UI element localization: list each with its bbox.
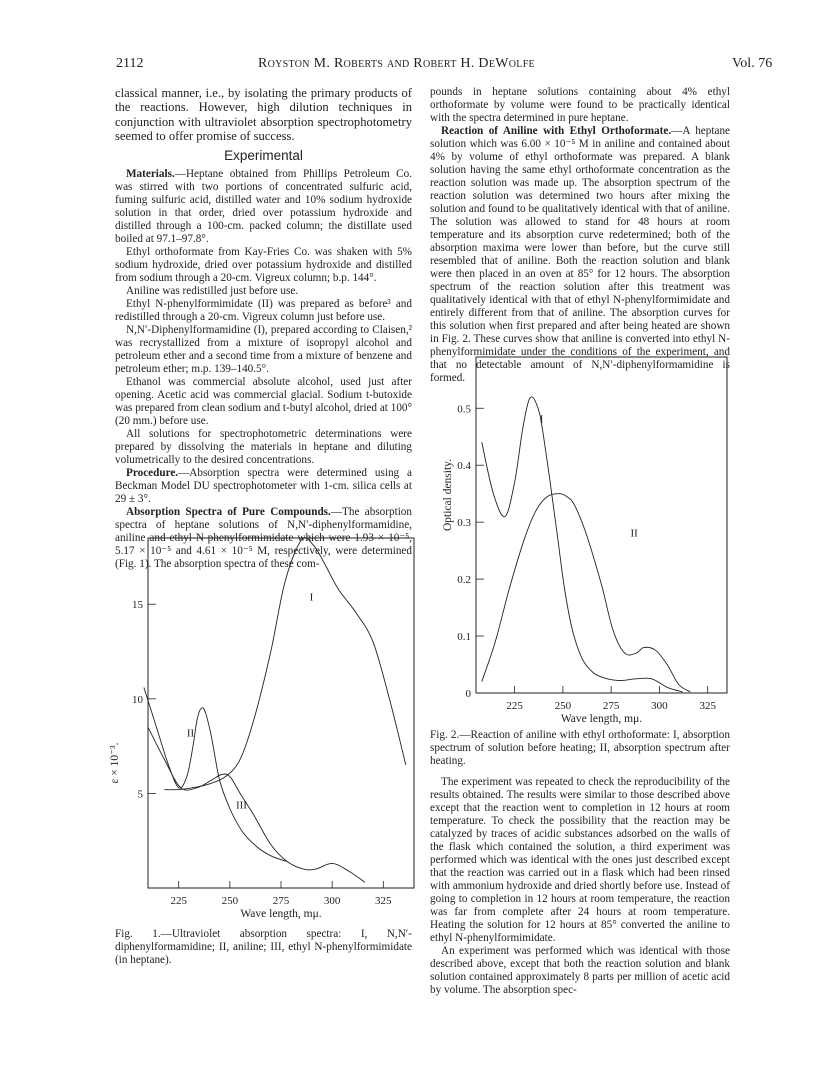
repeat-experiment-paragraph: The experiment was repeated to check the reproducibility of the results obtained. The results were similar to those described above except that the reaction went to completion in 12 hours at room temperature. To check the possibility that the reaction may be catalyzed by traces of acidic substances adsorbed on the walls of the flask which contained the solution, a third experiment was performed which was identical with the ones just described except that the reaction was carried out in a flask which had been rinsed with ammonium hydroxide and dried shortly before use. Instead of going to completion in 12 hours at room temperature, the reaction was far from complete after 24 hours at room temperature. Heating the solution for 12 hours at 85° converted the aniline to ethyl N-phenylformimidate. xyxy=(430,776,730,944)
right-column-text-bottom xyxy=(430,776,730,997)
figure-2-caption-label: Fig. 2. xyxy=(430,729,460,741)
fig2-series-line xyxy=(482,397,683,692)
reaction-text: —A heptane solution which was 6.00 × 10⁻⁵ M in aniline and contained about 4% by volume of ethyl orthoformate was prepared. A blank solution having the same ethyl orthoformate concentration as the reaction solution was made up. The absorption spectrum of the reaction solution was determined two hours after mixing the solution and found to be qualitatively identical with that of aniline. The solution was allowed to stand for 48 hours at room temperature and its absorption curve redetermined; both of the absorption maxima were lower than before, but the curve still resembled that of aniline. Both the reaction solution and blank were then placed in an oven at 85° for 12 hours. The absorption spectrum of the reaction solution after this treatment was qualitatively identical with that of ethyl N-phenylformimidate and entirely different from that of aniline. The absorption curves for this solution when first prepared and after being heated are shown in Fig. 2. These curves show that aniline is converted into ethyl N-phenylformimidate under the conditions of the experiment, and that no detectable amount of N,N′-diphenylformamidine is formed. xyxy=(430,125,731,384)
volume-label: Vol. 76 xyxy=(732,56,773,71)
fig2-x-tick-label: 275 xyxy=(602,700,620,712)
fig1-x-tick-label: 250 xyxy=(221,895,239,907)
spectra-identical-paragraph: pounds in heptane solutions containing about 4% ethyl orthoformate by volume were found to be practically identical with the spectra determined in pure heptane. xyxy=(430,86,730,124)
running-header-authors: Royston M. Roberts and Robert H. DeWolfe xyxy=(258,56,535,71)
fig1-series-label: II xyxy=(186,727,195,740)
fig1-series-label: I xyxy=(309,591,314,604)
figure-2-caption xyxy=(430,729,730,768)
materials-label: Materials. xyxy=(126,167,175,180)
solutions-paragraph: All solutions for spectrophotometric determinations were prepared by dissolving the materials in heptane and diluting volumetrically to the desired concentrations. xyxy=(115,427,412,466)
section-heading: Experimental xyxy=(224,147,303,163)
fig1-x-axis-label: Wave length, mμ. xyxy=(240,908,322,920)
diphenylformamidine-paragraph: N,N′-Diphenylformamidine (I), prepared according to Claisen,² was recrystallized from a mixture of isopropyl alcohol and petroleum ether and a second time from a mixture of benzene and petroleum ether; m.p. 139–140.5°. xyxy=(115,323,412,375)
fig1-x-tick-label: 275 xyxy=(272,895,290,907)
fig2-series-label: I xyxy=(539,413,544,426)
intro-paragraph: classical manner, i.e., by isolating the primary products of the reactions. However, high dilution techniques in conjunction with ultraviolet absorption spectrophotometry seemed to offer promise of success. xyxy=(115,86,412,144)
fig2-y-tick-label: 0.4 xyxy=(457,460,471,473)
fig2-x-tick-label: 225 xyxy=(506,700,523,712)
fig1-x-tick-label: 300 xyxy=(323,895,341,907)
fig2-plot-frame xyxy=(476,357,727,693)
fig2-y-tick-label: 0.5 xyxy=(457,403,471,416)
fig2-x-tick-label: 325 xyxy=(699,700,716,712)
page-number: 2112 xyxy=(116,56,144,71)
fig2-y-tick-label: 0.3 xyxy=(457,517,471,530)
fig2-x-tick-label: 250 xyxy=(554,700,572,712)
fig1-x-tick-label: 225 xyxy=(170,895,187,907)
procedure-label: Procedure. xyxy=(126,466,179,479)
fig2-x-tick-label: 300 xyxy=(651,700,668,712)
figure-1-caption-label: Fig. 1. xyxy=(115,928,161,940)
fig1-y-tick-label: 15 xyxy=(132,599,143,612)
fig2-y-tick-label: 0.1 xyxy=(457,631,471,644)
fig2-y-tick-label: 0.2 xyxy=(457,574,471,587)
fig1-series-label: III xyxy=(235,799,247,812)
fig1-y-tick-label: 5 xyxy=(137,788,143,801)
procedure-text: —Absorption spectra were determined using a Beckman Model DU spectrophotometer with 1-cm. silica cells at 29 ± 3°. xyxy=(115,466,412,505)
fig2-y-tick-label: 0 xyxy=(465,688,471,700)
fig2-x-axis-label: Wave length, mμ. xyxy=(560,713,643,725)
fig2-series-line xyxy=(482,494,691,692)
figure-2-caption-text: —Reaction of aniline with ethyl orthoformate: I, absorption spectrum of solution before heating; II, absorption spectrum after heating. xyxy=(430,729,730,767)
fig2-y-axis-label: Optical density. xyxy=(442,458,454,532)
ethyl-formimidate-paragraph: Ethyl N-phenylformimidate (II) was prepared as before³ and redistilled through a 20-cm. Vigreux column just before use. xyxy=(115,297,412,323)
ethyl-orthoformate-paragraph: Ethyl orthoformate from Kay-Fries Co. was shaken with 5% sodium hydroxide, dried over potassium hydroxide and distilled from sodium through a 20-cm. Vigreux column; b.p. 144°. xyxy=(115,245,412,284)
materials-text: —Heptane obtained from Phillips Petroleum Co. was stirred with two portions of concentrated sulfuric acid, fuming sulfuric acid, distilled water and 10% sodium hydroxide solution in that order, dried over potassium hydroxide and distilled through a 100-cm. packed column; the distillate used boiled at 97.1–97.8°. xyxy=(115,167,412,245)
reaction-label: Reaction of Aniline with Ethyl Orthoformate. xyxy=(441,125,672,137)
absorption-text: —The absorption spectra of heptane solutions of N,N′-diphenylformamidine, aniline and ethyl N-phenylformimidate which were 1.93 × 10⁻⁵, 5.17 × 10⁻⁵ and 4.61 × 10⁻⁵ M, respectively, were determined (Fig. 1). The absorption spectra of these com- xyxy=(115,505,412,570)
aniline-paragraph: Aniline was redistilled just before use. xyxy=(126,284,299,297)
fig1-y-axis-label: ε × 10⁻³. xyxy=(109,742,121,784)
fig1-y-tick-label: 10 xyxy=(132,693,143,706)
figure-1-caption-text: —Ultraviolet absorption spectra: I, N,N′-diphenylformamidine; II, aniline; III, ethyl N-phenylformimidate (in heptane). xyxy=(115,928,412,966)
acetic-acid-paragraph: An experiment was performed which was identical with those described above, except that both the reaction solution and blank solution contained approximately 8 parts per million of acetic acid by volume. The absorption spec- xyxy=(430,945,730,996)
absorption-label: Absorption Spectra of Pure Compounds. xyxy=(126,505,331,518)
ethanol-paragraph: Ethanol was commercial absolute alcohol, used just after opening. Acetic acid was commercial glacial. Sodium t-butoxide was prepared from clean sodium and t-butyl alcohol, dried at 100° (20 mm.) before use. xyxy=(115,375,412,427)
fig1-x-tick-label: 325 xyxy=(375,895,392,907)
fig2-series-label: II xyxy=(630,527,638,540)
